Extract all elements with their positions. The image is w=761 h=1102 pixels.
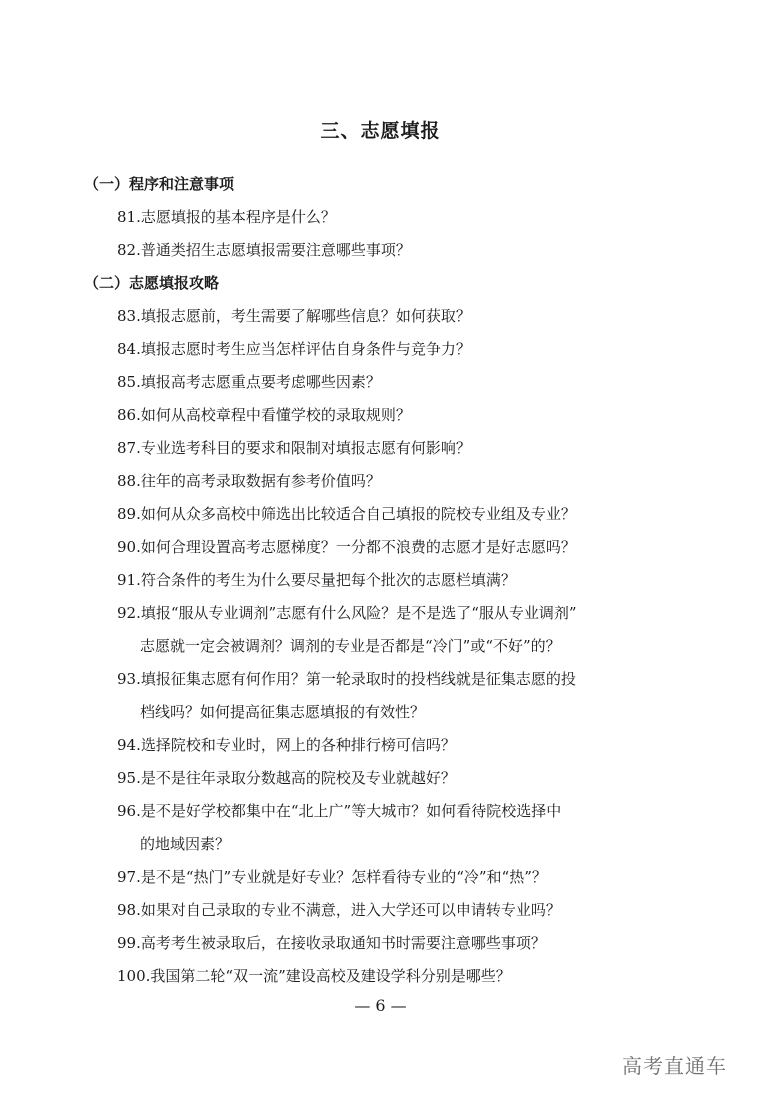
- question-number: 98.: [117, 901, 141, 919]
- question-text: 是不是“热门”专业就是好专业？怎样看待专业的“冷”和“热”？: [140, 868, 547, 886]
- question-item: [117, 734, 456, 755]
- question-number: 87.: [117, 439, 141, 457]
- question-number: 93.: [117, 670, 141, 688]
- question-item: [117, 338, 471, 359]
- question-text: 如何从高校章程中看懂学校的录取规则？: [140, 406, 411, 424]
- question-item: [117, 503, 576, 524]
- question-item: [117, 569, 516, 590]
- question-number: 99.: [117, 934, 141, 952]
- question-text: 填报志愿前，考生需要了解哪些信息？如何获取？: [140, 307, 471, 325]
- question-text: 是不是往年录取分数越高的院校及专业就越好？: [140, 769, 456, 787]
- question-number: 89.: [117, 505, 141, 523]
- question-number: 96.: [117, 802, 141, 820]
- question-text: 专业选考科目的要求和限制对填报志愿有何影响？: [140, 439, 471, 457]
- question-number: 100.: [117, 967, 151, 985]
- question-continuation: [140, 701, 425, 722]
- question-text: 如何合理设置高考志愿梯度？一分都不浪费的志愿才是好志愿吗？: [140, 538, 576, 556]
- question-text: 往年的高考录取数据有参考价值吗？: [140, 472, 381, 490]
- question-text: 我国第二轮“双一流”建设高校及建设学科分别是哪些？: [150, 967, 511, 985]
- question-text: 填报志愿时考生应当怎样评估自身条件与竞争力？: [140, 340, 471, 358]
- question-item: [117, 371, 381, 392]
- question-number: 88.: [117, 472, 141, 490]
- question-text: 填报征集志愿有何作用？第一轮录取时的投档线就是征集志愿的投: [140, 670, 576, 688]
- question-text: 如何从众多高校中筛选出比较适合自己填报的院校专业组及专业？: [140, 505, 576, 523]
- question-number: 82.: [117, 241, 141, 259]
- page-title: 三、志愿填报: [320, 120, 441, 142]
- question-number: 95.: [117, 769, 141, 787]
- watermark-text: 高考直通车: [622, 1054, 727, 1078]
- question-item: [117, 899, 561, 920]
- question-text: 志愿就一定会被调剂？调剂的专业是否都是“冷门”或“不好”的？: [140, 637, 561, 655]
- question-number: 86.: [117, 406, 141, 424]
- question-item: [117, 470, 381, 491]
- question-item: [117, 866, 547, 887]
- question-item: [117, 965, 511, 986]
- question-item: [117, 932, 546, 953]
- question-continuation: [140, 635, 561, 656]
- question-number: 85.: [117, 373, 141, 391]
- question-item: [117, 239, 411, 260]
- question-item: [117, 602, 577, 623]
- question-item: [117, 668, 576, 689]
- question-item: [117, 536, 576, 557]
- question-number: 90.: [117, 538, 141, 556]
- question-number: 84.: [117, 340, 141, 358]
- question-item: [117, 404, 411, 425]
- question-text: 普通类招生志愿填报需要注意哪些事项？: [140, 241, 411, 259]
- question-text: 如果对自己录取的专业不满意，进入大学还可以申请转专业吗？: [140, 901, 561, 919]
- page-number: — 6 —: [354, 996, 407, 1015]
- question-text: 是不是好学校都集中在“北上广”等大城市？如何看待院校选择中: [140, 802, 562, 820]
- question-text: 填报“服从专业调剂”志愿有什么风险？是不是选了“服从专业调剂”: [140, 604, 577, 622]
- question-item: [117, 305, 471, 326]
- question-number: 91.: [117, 571, 141, 589]
- question-text: 志愿填报的基本程序是什么？: [140, 208, 336, 226]
- question-number: 81.: [117, 208, 141, 226]
- section-heading: （一）程序和注意事项: [84, 175, 235, 193]
- question-number: 83.: [117, 307, 141, 325]
- question-continuation: [140, 833, 230, 854]
- question-text: 的地域因素？: [140, 835, 231, 853]
- question-number: 94.: [117, 736, 141, 754]
- question-item: [117, 206, 336, 227]
- question-item: [117, 800, 561, 821]
- section-heading: （二）志愿填报攻略: [84, 274, 220, 292]
- question-text: 高考考生被录取后，在接收录取通知书时需要注意哪些事项？: [140, 934, 546, 952]
- question-number: 97.: [117, 868, 141, 886]
- question-text: 选择院校和专业时，网上的各种排行榜可信吗？: [140, 736, 456, 754]
- question-text: 填报高考志愿重点要考虑哪些因素？: [140, 373, 381, 391]
- question-item: [117, 437, 471, 458]
- question-item: [117, 767, 456, 788]
- question-text: 档线吗？如何提高征集志愿填报的有效性？: [140, 703, 426, 721]
- question-text: 符合条件的考生为什么要尽量把每个批次的志愿栏填满？: [140, 571, 516, 589]
- question-number: 92.: [117, 604, 141, 622]
